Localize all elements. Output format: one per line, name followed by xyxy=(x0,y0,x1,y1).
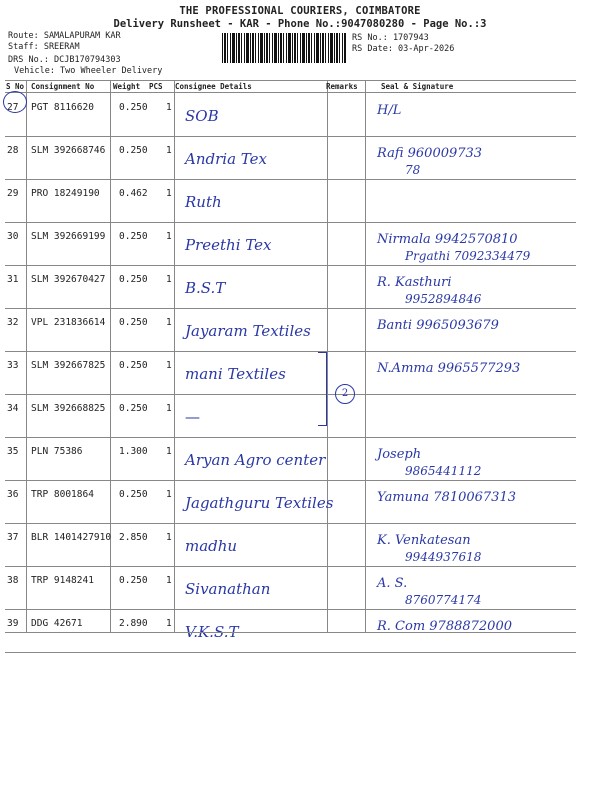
col-weight: Weight xyxy=(113,82,141,91)
row-sno: 30 xyxy=(7,231,19,242)
runsheet-table xyxy=(5,80,576,641)
row-signature-phone: 78 xyxy=(405,163,421,177)
handwritten-bracket xyxy=(318,352,327,426)
row-signature: Nirmala 9942570810 xyxy=(377,232,518,247)
row-weight: 0.462 xyxy=(119,188,148,199)
rs-number: RS No.: 1707943 xyxy=(352,33,429,43)
row-consignment-no: SLM 392670427 xyxy=(31,274,106,285)
circled-row-number xyxy=(3,91,27,113)
row-signature-phone: 9944937618 xyxy=(405,550,482,564)
row-consignment-no: PLN 75386 xyxy=(31,446,83,457)
row-pcs: 1 xyxy=(166,317,172,328)
table-row xyxy=(5,179,576,222)
row-weight: 0.250 xyxy=(119,403,148,414)
table-row xyxy=(5,394,576,437)
row-sno: 38 xyxy=(7,575,19,586)
row-weight: 0.250 xyxy=(119,274,148,285)
row-pcs: 1 xyxy=(166,446,172,457)
row-weight: 2.850 xyxy=(119,532,148,543)
row-consignee: Andria Tex xyxy=(185,150,267,168)
row-divider xyxy=(5,652,576,653)
company-title: THE PROFESSIONAL COURIERS, COIMBATORE xyxy=(179,5,421,17)
row-pcs: 1 xyxy=(166,403,172,414)
row-signature: H/L xyxy=(377,103,402,118)
table-bottom-rule xyxy=(5,632,576,633)
row-weight: 0.250 xyxy=(119,575,148,586)
row-consignee: SOB xyxy=(185,107,219,125)
barcode xyxy=(222,33,346,63)
row-consignment-no: TRP 8001864 xyxy=(31,489,94,500)
row-weight: 0.250 xyxy=(119,489,148,500)
row-consignee: Preethi Tex xyxy=(185,236,272,254)
row-pcs: 1 xyxy=(166,489,172,500)
row-consignment-no: PRO 18249190 xyxy=(31,188,100,199)
row-pcs: 1 xyxy=(166,575,172,586)
row-pcs: 1 xyxy=(166,532,172,543)
table-row xyxy=(5,609,576,652)
row-consignment-no: TRP 9148241 xyxy=(31,575,94,586)
col-remarks: Remarks xyxy=(326,82,358,91)
row-sno: 37 xyxy=(7,532,19,543)
row-consignment-no: PGT 8116620 xyxy=(31,102,94,113)
table-row xyxy=(5,437,576,480)
row-pcs: 1 xyxy=(166,231,172,242)
row-signature: R. Kasthuri xyxy=(377,275,452,290)
row-signature-phone: Prgathi 7092334479 xyxy=(405,249,531,263)
table-row xyxy=(5,566,576,609)
row-weight: 0.250 xyxy=(119,317,148,328)
row-pcs: 1 xyxy=(166,274,172,285)
row-signature: N.Amma 9965577293 xyxy=(377,361,521,376)
row-consignee: Jagathguru Textiles xyxy=(185,494,334,512)
row-consignment-no: SLM 392668746 xyxy=(31,145,106,156)
row-signature: Joseph xyxy=(377,447,422,462)
row-signature: K. Venkatesan xyxy=(377,533,471,548)
row-sno: 27 xyxy=(7,102,19,113)
row-sno: 34 xyxy=(7,403,19,414)
runsheet-subtitle: Delivery Runsheet - KAR - Phone No.:9047080280 - Page No.:3 xyxy=(113,18,487,30)
table-row xyxy=(5,222,576,265)
row-consignee: mani Textiles xyxy=(185,365,286,383)
route-label: Route: SAMALAPURAM KAR xyxy=(8,31,121,41)
table-row xyxy=(5,480,576,523)
row-sno: 36 xyxy=(7,489,19,500)
row-consignee: Aryan Agro center xyxy=(185,451,326,469)
row-signature-phone: 9952894846 xyxy=(405,292,482,306)
col-consignee: Consignee Details xyxy=(175,82,252,91)
row-consignment-no: SLM 392669199 xyxy=(31,231,106,242)
row-signature-phone: 8760774174 xyxy=(405,593,482,607)
row-pcs: 1 xyxy=(166,618,172,629)
row-sno: 39 xyxy=(7,618,19,629)
row-consignment-no: SLM 392667825 xyxy=(31,360,106,371)
row-weight: 0.250 xyxy=(119,102,148,113)
row-signature: Rafi 960009733 xyxy=(377,146,483,161)
row-consignee: madhu xyxy=(185,537,238,555)
row-pcs: 1 xyxy=(166,360,172,371)
row-consignment-no: VPL 231836614 xyxy=(31,317,106,328)
col-consignment: Consignment No xyxy=(31,82,95,91)
col-signature: Seal & Signature xyxy=(381,82,454,91)
row-sno: 35 xyxy=(7,446,19,457)
row-consignee: B.S.T xyxy=(185,279,226,297)
col-pcs: PCS xyxy=(149,82,163,91)
row-signature: R. Com 9788872000 xyxy=(377,619,512,634)
row-signature: Yamuna 7810067313 xyxy=(377,490,516,505)
table-row xyxy=(5,265,576,308)
table-row xyxy=(5,136,576,179)
row-sno: 28 xyxy=(7,145,19,156)
row-consignment-no: DDG 42671 xyxy=(31,618,83,629)
table-row xyxy=(5,523,576,566)
row-sno: 29 xyxy=(7,188,19,199)
row-signature: A. S. xyxy=(377,576,408,591)
table-row xyxy=(5,93,576,136)
row-pcs: 1 xyxy=(166,188,172,199)
row-pcs: 1 xyxy=(166,145,172,156)
row-consignee: Jayaram Textiles xyxy=(185,322,311,340)
row-pcs: 1 xyxy=(166,102,172,113)
row-weight: 0.250 xyxy=(119,145,148,156)
row-consignment-no: SLM 392668825 xyxy=(31,403,106,414)
row-consignee: Sivanathan xyxy=(185,580,271,598)
row-consignee: — xyxy=(185,408,200,426)
table-row xyxy=(5,351,576,394)
row-weight: 0.250 xyxy=(119,360,148,371)
staff-label: Staff: SREERAM xyxy=(8,42,80,52)
row-consignment-no: BLR 1401427910 xyxy=(31,532,112,543)
row-consignee: Ruth xyxy=(185,193,222,211)
row-weight: 2.890 xyxy=(119,618,148,629)
row-consignee: V.K.S.T xyxy=(185,623,239,641)
col-sno: S No xyxy=(6,82,25,91)
row-sno: 32 xyxy=(7,317,19,328)
row-weight: 0.250 xyxy=(119,231,148,242)
table-row xyxy=(5,308,576,351)
row-signature: Banti 9965093679 xyxy=(377,318,499,333)
row-sno: 33 xyxy=(7,360,19,371)
vehicle-label: Vehicle: Two Wheeler Delivery xyxy=(14,66,163,76)
table-top-rule xyxy=(5,80,576,81)
drs-number: DRS No.: DCJB170794303 xyxy=(8,55,121,65)
row-weight: 1.300 xyxy=(119,446,148,457)
row-signature-phone: 9865441112 xyxy=(405,464,482,478)
bracket-count: 2 xyxy=(335,384,355,404)
rs-date: RS Date: 03-Apr-2026 xyxy=(352,44,455,54)
row-sno: 31 xyxy=(7,274,19,285)
